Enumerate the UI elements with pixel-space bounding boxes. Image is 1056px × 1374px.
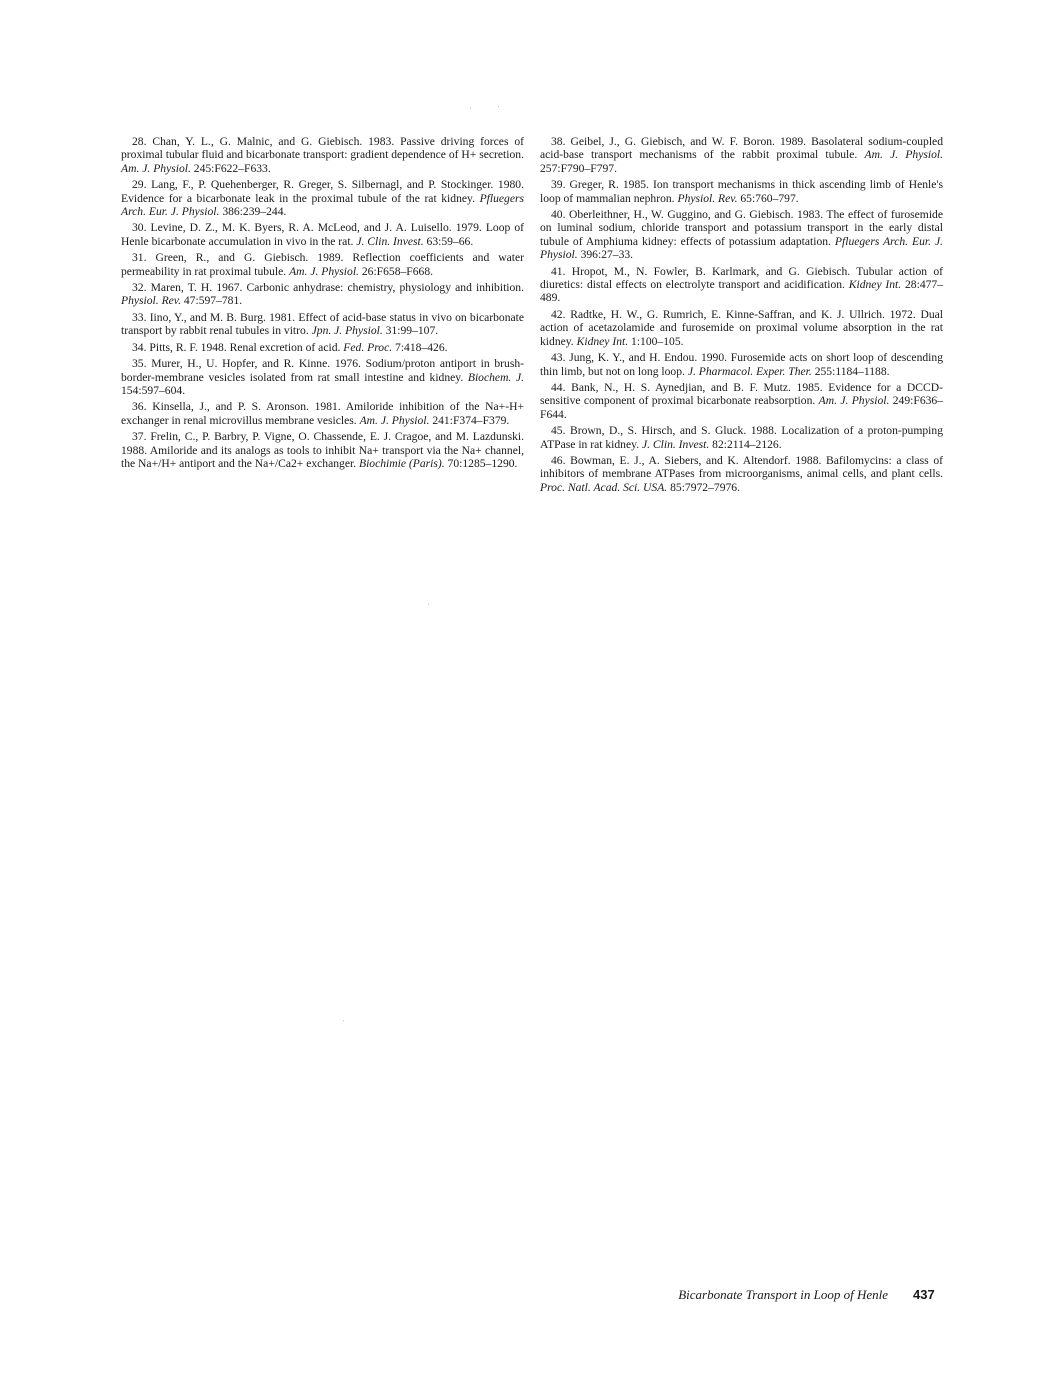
reference-entry: 29. Lang, F., P. Quehenberger, R. Greger, S. Silbernagl, and P. Stockinger. 1980. Evidence for a bicarbonate leak in the proximal tubule of the rat kidney. Pfluegers Arch. Eur. J. Physiol. 386:239–244.	[121, 178, 524, 219]
reference-entry: 38. Geibel, J., G. Giebisch, and W. F. Boron. 1989. Basolateral sodium-coupled acid-base transport mechanisms of the rabbit proximal tubule. Am. J. Physiol. 257:F790–F797.	[540, 135, 943, 175]
reference-entry: 43. Jung, K. Y., and H. Endou. 1990. Furosemide acts on short loop of descending thin limb, but not on long loop. J. Pharmacol. Exper. Ther. 255:1184–1188.	[540, 351, 943, 378]
running-title: Bicarbonate Transport in Loop of Henle	[678, 1287, 888, 1302]
references-left-column	[121, 135, 524, 473]
reference-entry: 34. Pitts, R. F. 1948. Renal excretion of acid. Fed. Proc. 7:418–426.	[132, 340, 448, 354]
references-right-column	[540, 135, 943, 497]
scan-speck	[343, 1020, 344, 1021]
reference-entry: 36. Kinsella, J., and P. S. Aronson. 1981. Amiloride inhibition of the Na+-H+ exchanger in renal microvillus membrane vesicles. Am. J. Physiol. 241:F374–F379.	[121, 400, 524, 427]
page-footer	[0, 1287, 1056, 1307]
reference-entry: 46. Bowman, E. J., A. Siebers, and K. Altendorf. 1988. Bafilomycins: a class of inhibitors of membrane ATPases from microorganisms, animal cells, and plant cells. Proc. Natl. Acad. Sci. USA. 85:7972–7976.	[540, 453, 943, 494]
scan-speck	[470, 108, 471, 109]
scan-speck	[428, 604, 429, 605]
reference-entry: 30. Levine, D. Z., M. K. Byers, R. A. McLeod, and J. A. Luisello. 1979. Loop of Henle bicarbonate accumulation in vivo in the rat. J. Clin. Invest. 63:59–66.	[121, 221, 524, 248]
reference-entry: 40. Oberleithner, H., W. Guggino, and G. Giebisch. 1983. The effect of furosemide on luminal sodium, chloride transport and potassium transport in the early distal tubule of Amphiuma kidney: effects of potassium adaptation. Pfluegers Arch. Eur. J. Physiol. 396:27–33.	[540, 208, 943, 262]
reference-entry: 35. Murer, H., U. Hopfer, and R. Kinne. 1976. Sodium/proton antiport in brush-border-membrane vesicles isolated from rat small intestine and kidney. Biochem. J. 154:597–604.	[121, 357, 525, 397]
reference-entry: 31. Green, R., and G. Giebisch. 1989. Reflection coefficients and water permeability in rat proximal tubule. Am. J. Physiol. 26:F658–F668.	[121, 251, 524, 278]
reference-entry: 42. Radtke, H. W., G. Rumrich, E. Kinne-Saffran, and K. J. Ullrich. 1972. Dual action of acetazolamide and furosemide on proximal volume absorption in the rat kidney. Kidney Int. 1:100–105.	[540, 307, 943, 348]
reference-entry: 28. Chan, Y. L., G. Malnic, and G. Giebisch. 1983. Passive driving forces of proximal tubular fluid and bicarbonate transport: gradient dependence of H+ secretion. Am. J. Physiol. 245:F622–F633.	[121, 135, 524, 175]
reference-entry: 44. Bank, N., H. S. Aynedjian, and B. F. Mutz. 1985. Evidence for a DCCD-sensitive component of proximal bicarbonate reabsorption. Am. J. Physiol. 249:F636–F644.	[540, 380, 944, 421]
reference-entry: 32. Maren, T. H. 1967. Carbonic anhydrase: chemistry, physiology and inhibition. Physiol. Rev. 47:597–781.	[121, 281, 524, 308]
reference-entry: 39. Greger, R. 1985. Ion transport mechanisms in thick ascending limb of Henle's loop of mammalian nephron. Physiol. Rev. 65:760–797.	[540, 178, 943, 205]
scan-speck	[498, 106, 499, 107]
reference-entry: 41. Hropot, M., N. Fowler, B. Karlmark, and G. Giebisch. Tubular action of diuretics: distal effects on electrolyte transport and acidification. Kidney Int. 28:477–489.	[540, 264, 944, 305]
reference-entry: 33. Iino, Y., and M. B. Burg. 1981. Effect of acid-base status in vivo on bicarbonate transport by rabbit renal tubules in vitro. Jpn. J. Physiol. 31:99–107.	[121, 310, 524, 338]
page-number: 437	[913, 1287, 935, 1302]
reference-entry: 45. Brown, D., S. Hirsch, and S. Gluck. 1988. Localization of a proton-pumping ATPase in rat kidney. J. Clin. Invest. 82:2114–2126.	[540, 424, 943, 451]
reference-entry: 37. Frelin, C., P. Barbry, P. Vigne, O. Chassende, E. J. Cragoe, and M. Lazdunski. 1988. Amiloride and its analogs as tools to inhibit Na+ transport via the Na+ channel, the Na+/H+ antiport and the Na+/Ca2+ exchanger. Biochimie (Paris). 70:1285–1290.	[121, 430, 524, 470]
